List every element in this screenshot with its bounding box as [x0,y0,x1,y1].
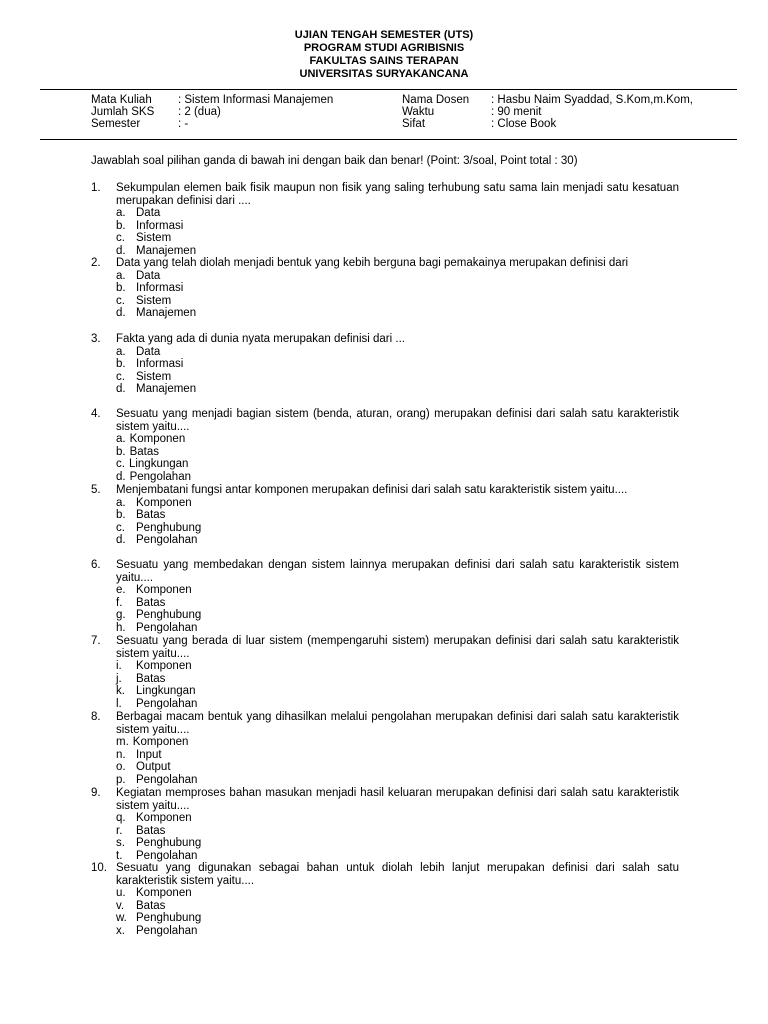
option-letter: k. [116,685,125,697]
question-10 [91,862,679,937]
question-9 [91,787,679,862]
question-text: Menjembatani fungsi antar komponen merupakan definisi dari salah satu karakteristik sistem yaitu.... [116,484,628,496]
option-text: Pengolahan [129,470,191,483]
option [116,925,679,938]
option-letter: b. [116,282,126,294]
option-letter: a. [116,345,126,358]
option-letter: a. [116,433,126,445]
option-text: Data [136,345,161,358]
option-text: Pengolahan [136,697,198,710]
option [116,522,679,535]
info-value-semester: : - [178,118,189,130]
option-letter: b. [116,445,126,458]
option [116,622,679,635]
question-number: 3. [91,333,101,345]
option-letter: v. [116,899,125,912]
option-letter: s. [116,837,125,849]
info-value-time: : 90 menit [491,106,542,118]
question-6 [91,559,679,634]
program-title: PROGRAM STUDI AGRIBISNIS [303,42,465,54]
option-text: Data [136,207,161,219]
question-3 [91,333,679,396]
option-text: Output [136,761,171,773]
instruction-text: Jawablah soal pilihan ganda di bawah ini dengan baik dan benar! (Point: 3/soal, Point total : 30) [91,155,578,167]
info-label-nature: Sifat [402,118,426,130]
option [116,837,679,850]
option-letter: h. [116,621,126,634]
question-text: Sesuatu yang membedakan dengan sistem lainnya merupakan definisi dari salah satu karakteristik sistem yaitu.... [116,559,679,584]
option-text: Komponen [136,812,192,824]
option-text: Komponen [136,660,192,672]
option [116,749,679,762]
option-text: Lingkungan [136,685,196,697]
option-text: Komponen [136,887,192,899]
option [116,307,679,320]
option [116,371,679,384]
question-number: 1. [91,182,101,194]
option-text: Batas [136,899,166,912]
option-letter: q. [116,812,126,824]
option [116,497,679,510]
option-text: Manajemen [136,244,197,257]
question-number: 9. [91,787,101,799]
option-text: Pengolahan [136,849,198,862]
option-letter: b. [116,358,126,370]
option [116,850,679,863]
question-text: Sesuatu yang digunakan sebagai bahan untuk diolah lebih lanjut merupakan definisi dari salah satu karakteristik sistem yaitu.... [116,862,679,887]
option-letter: d. [116,244,126,257]
question-text: Kegiatan memproses bahan masukan menjadi hasil keluaran merupakan definisi dari salah satu karakteristik sistem yaitu.... [116,787,679,812]
option [116,584,679,597]
option-letter: o. [116,761,126,773]
option [116,912,679,925]
option-text: Komponen [129,433,186,445]
option-text: Pengolahan [136,534,198,546]
option-letter: c. [116,458,125,470]
option [116,282,679,295]
option-text: Komponen [132,736,189,748]
option [116,207,679,220]
option-text: Informasi [136,219,184,232]
option-text: Komponen [136,584,192,596]
option-text: Batas [136,824,166,837]
option [116,433,679,446]
option-text: Pengolahan [136,924,198,937]
info-value-course: : Sistem Informasi Manajemen [178,94,334,106]
info-label-lecturer: Nama Dosen [402,94,470,106]
option-text: Informasi [136,358,184,370]
option-letter: e. [116,584,126,596]
option [116,446,679,459]
option-letter: j. [116,672,122,685]
question-number: 7. [91,635,101,647]
option [116,887,679,900]
option-letter: a. [116,496,126,509]
info-label-time: Waktu [402,106,435,118]
question-number: 10. [91,862,107,874]
option [116,383,679,396]
option-letter: x. [116,924,125,937]
option-text: Manajemen [136,383,197,395]
option-text: Batas [136,672,166,685]
question-text: Sekumpulan elemen baik fisik maupun non fisik yang saling terhubung satu sama lain menjadi satu kesatuan merupakan definisi dari .... [116,182,679,207]
info-label-sks: Jumlah SKS [91,106,155,118]
question-4 [91,408,679,483]
info-label-course: Mata Kuliah [91,94,152,106]
option-text: Pengolahan [136,621,198,634]
option [116,825,679,838]
exam-title: UJIAN TENGAH SEMESTER (UTS) [294,29,474,41]
option-letter: i. [116,660,122,672]
option [116,270,679,283]
option-text: Batas [136,596,166,609]
option-text: Batas [136,509,166,521]
option-text: Penghubung [136,837,202,849]
option [116,458,679,471]
option-text: Data [136,269,161,282]
option [116,761,679,774]
top-divider [40,89,737,90]
option [116,597,679,610]
info-value-nature: : Close Book [491,118,557,130]
question-number: 6. [91,559,101,571]
option [116,685,679,698]
option [116,295,679,308]
question-2 [91,257,679,320]
option [116,673,679,686]
option-letter: c. [116,294,125,307]
option [116,346,679,359]
option-letter: n. [116,748,126,761]
option-text: Penghubung [136,521,202,534]
option [116,736,679,749]
option-letter: d. [116,534,126,546]
option-letter: c. [116,521,125,534]
question-5 [91,484,679,547]
option-letter: b. [116,219,126,232]
option [116,471,679,484]
option-text: Pengolahan [136,773,198,786]
option-letter: d. [116,470,126,483]
question-number: 8. [91,711,101,723]
option-letter: b. [116,509,126,521]
university-title: UNIVERSITAS SURYAKANCANA [299,68,469,80]
option-text: Manajemen [136,307,197,319]
option-letter: c. [116,232,125,244]
option [116,698,679,711]
option [116,358,679,371]
info-label-semester: Semester [91,118,141,130]
option-letter: r. [116,824,123,837]
question-number: 5. [91,484,101,496]
option [116,232,679,245]
question-text: Data yang telah diolah menjadi bentuk yang kebih berguna bagi pemakainya merupakan definisi dari [116,257,629,269]
option [116,609,679,622]
option-text: Sistem [136,232,172,244]
option [116,245,679,258]
option-letter: l. [116,697,122,710]
faculty-title: FAKULTAS SAINS TERAPAN [309,55,459,67]
question-text: Berbagai macam bentuk yang dihasilkan melalui pengolahan merupakan definisi dari salah satu karakteristik sistem yaitu.... [116,711,679,736]
option-text: Penghubung [136,609,202,621]
option [116,774,679,787]
question-text: Fakta yang ada di dunia nyata merupakan definisi dari ... [116,333,405,345]
option [116,900,679,913]
option-letter: c. [116,370,125,383]
option-text: Sistem [136,294,172,307]
question-7 [91,635,679,710]
question-text: Sesuatu yang menjadi bagian sistem (benda, aturan, orang) merupakan definisi dari salah satu karakteristik sistem yaitu.... [116,408,679,433]
option-letter: p. [116,773,126,786]
option-text: Penghubung [136,912,202,924]
option-letter: m. [116,736,129,748]
option-letter: f. [116,596,123,609]
option-letter: d. [116,383,126,395]
option-letter: g. [116,609,126,621]
info-value-sks: : 2 (dua) [178,106,221,118]
bottom-divider [40,139,737,140]
option-letter: u. [116,887,126,899]
option [116,509,679,522]
exam-header [0,29,768,81]
option [116,220,679,233]
option [116,534,679,547]
question-number: 2. [91,257,101,269]
info-value-lecturer: : Hasbu Naim Syaddad, S.Kom,m.Kom, [491,94,693,106]
option-text: Lingkungan [128,458,189,470]
option-text: Sistem [136,370,172,383]
option-letter: a. [116,207,126,219]
question-1 [91,182,679,257]
option-letter: a. [116,269,126,282]
option [116,660,679,673]
question-8 [91,711,679,786]
option-letter: t. [116,849,123,862]
option-text: Komponen [136,496,192,509]
option-text: Input [136,748,162,761]
option-text: Informasi [136,282,184,294]
option [116,812,679,825]
option-letter: d. [116,307,126,319]
option-text: Batas [129,445,160,458]
question-number: 4. [91,408,101,420]
option-letter: w. [116,912,127,924]
question-text: Sesuatu yang berada di luar sistem (mempengaruhi sistem) merupakan definisi dari salah satu karakteristik sistem yaitu.... [116,635,679,660]
